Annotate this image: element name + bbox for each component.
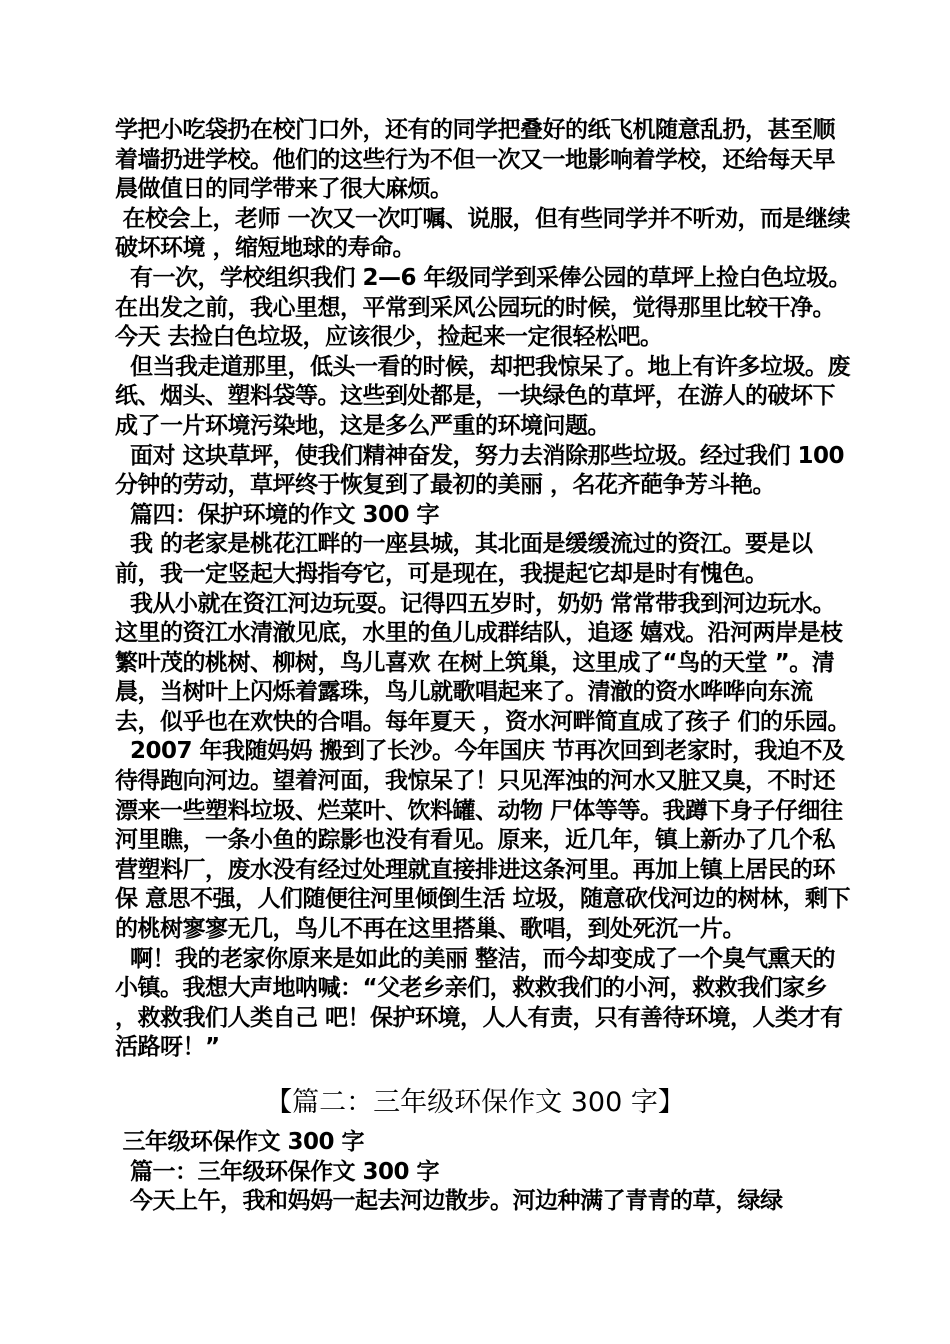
paragraph: 2007 年我随妈妈 搬到了长沙。今年国庆 节再次回到老家时，我迫不及待得跑向河边。望着河面，我惊呆了！只见浑浊的河水又脏又臭，不时还漂来一些塑料垃圾、烂菜叶、饮料罐、动物 尸体等等。我蹲下身子仔细往河里瞧，一条小鱼的踪影也没有看见。原来，近几年，镇上新办了几个私营塑料厂，废水没有经过处理就直接排进这条河里。再加上镇上居民的环保 意思不强，人们随便往河里倾倒生活 垃圾，随意砍伐河边的树林，剩下的桃树寥寥无几，鸟儿不再在这里搭巢、歌唱，到处死沉一片。	[115, 738, 851, 943]
paragraph: 但当我走道那里，低头一看的时候，却把我惊呆了。地上有许多垃圾。废纸、烟头、塑料袋等。这些到处都是，一块绿色的草坪，在游人的破坏下成了一片环境污染地，这是多么严重的环境问题。	[115, 353, 851, 439]
paragraph: 有一次，学校组织我们 2—6 年级同学到采俸公园的草坪上捡白色垃圾。在出发之前，我心里想，平常到采风公园玩的时候，觉得那里比较干净。今天 去捡白色垃圾，应该很少，捡起来一定很轻松吧。	[115, 264, 852, 351]
paragraph: 我从小就在资江河边玩耍。记得四五岁时，奶奶 常常带我到河边玩水。这里的资江水清澈见底，水里的鱼儿成群结队，追逐 嬉戏。沿河两岸是枝繁叶茂的桃树、柳树，鸟儿喜欢 在树上筑巢，这里成了“鸟的天堂 ”。清晨，当树叶上闪烁着露珠，鸟儿就歌唱起来了。清澈的资水哗哗向东流去，似乎也在欢快的合唱。每年夏天 ，资水河畔简直成了孩子 们的乐园。	[115, 590, 851, 735]
sub-heading-part-one: 篇一：三年级环保作文 300 字	[115, 1158, 440, 1185]
essay-body	[115, 116, 855, 1063]
heading-part-four: 篇四：保护环境的作文 300 字	[115, 501, 440, 528]
paragraph: 啊！我的老家你原来是如此的美丽 整洁，而今却变成了一个臭气熏天的小镇。我想大声地呐喊：“父老乡亲们，救救我们的小河，救救我们家乡 ，救救我们人类自己 吧！保护环境，人人有责，只有善待环境，人类才有活路呀！”	[115, 945, 843, 1061]
paragraph: 在校会上，老师 一次又一次叮嘱、说服，但有些同学并不听劝，而是继续破坏环境 ，缩短地球的寿命。	[115, 205, 851, 262]
paragraph: 我 的老家是桃花江畔的一座县城，其北面是缓缓流过的资江。要是以前，我一定竖起大拇指夸它，可是现在，我提起它却是时有愧色。	[115, 531, 813, 587]
paragraph: 学把小吃袋扔在校门口外，还有的同学把叠好的纸飞机随意乱扔，甚至顺着墙扔进学校。他们的这些行为不但一次又一地影响着学校，还给每天早晨做值日的同学带来了很大麻烦。	[115, 117, 835, 203]
paragraph: 今天上午，我和妈妈一起去河边散步。河边种满了青青的草，绿绿	[115, 1188, 783, 1215]
paragraph: 面对 这块草坪，使我们精神奋发，努力去消除那些垃圾。经过我们 100 分钟的劳动，草坪终于恢复到了最初的美丽 ，名花齐葩争芳斗艳。	[115, 442, 852, 499]
section-title: 【篇二：三年级环保作文 300 字】	[265, 1087, 685, 1118]
essay-tail	[115, 1128, 855, 1217]
sub-heading: 三年级环保作文 300 字	[115, 1129, 365, 1155]
